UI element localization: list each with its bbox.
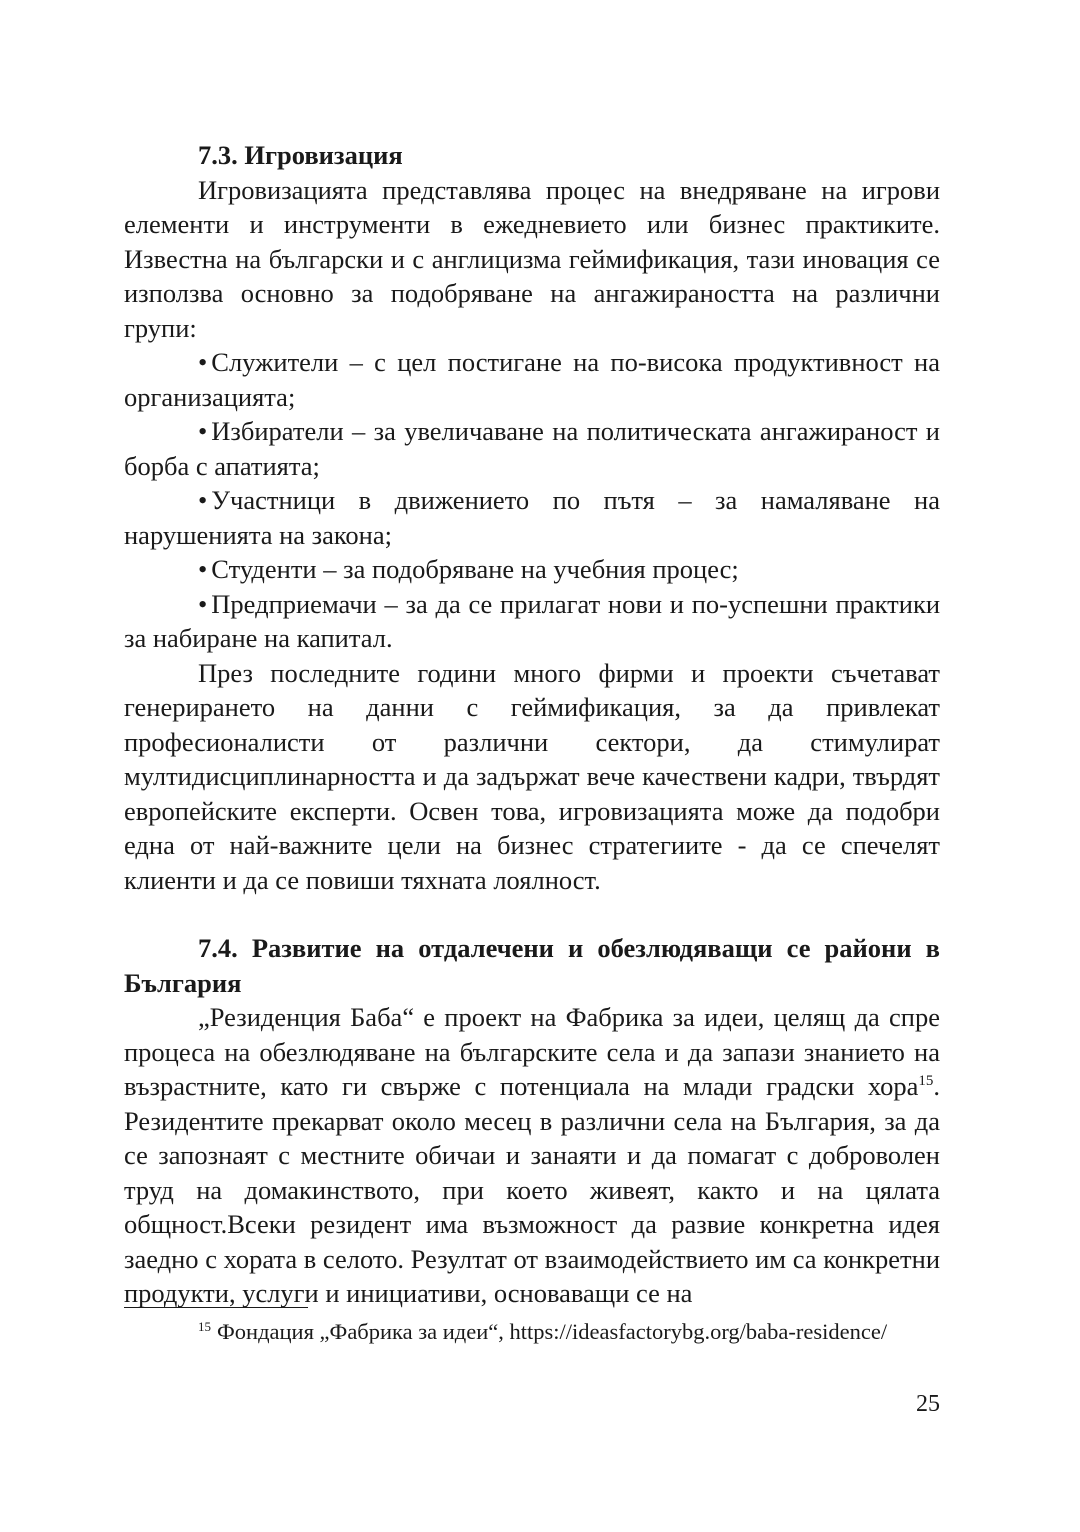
bullet-item [124,414,940,483]
section-heading-7-3: 7.3. Игровизация [198,140,403,170]
bullet-icon: • [198,588,208,619]
paragraph-text-part2: . Резидентите прекарват около месец в различни села на България, за да се запознаят с местните обичаи и занаяти и да помагат с доброволен труд на домакинството, при което живеят, както и на цялата общност.Всеки резидент има възможност да развие конкретна идея заедно с хората в селото. Резултат от взаимодействието им са конкретни продукти, услуги и инициативи, основаващи се на [124,1071,940,1308]
section-7-4-paragraph [124,1000,940,1311]
footnote-text: Фондация „Фабрика за идеи“, https://ideasfactorybg.org/baba-residence/ [217,1319,888,1344]
section-spacer [124,897,940,931]
bullet-icon: • [198,416,208,446]
bullet-text: Участници в движението по пътя – за намаляване на нарушенията на закона; [124,485,940,550]
section-7-3-intro: Игровизацията представлява процес на внедряване на игрови елементи и инструменти в ежедневието или бизнес практиките. Известна на български и с англицизма геймификация, тази иновация се използва основно за подобряване на ангажираността на различни групи: [124,174,940,343]
bullet-icon: • [198,347,208,377]
bullet-item [124,483,940,552]
bullet-text: Предприемачи – за да се прилагат нови и по-успешни практики за набиране на капитал. [124,588,940,653]
bullet-item [124,552,940,587]
bullet-text: Студенти – за подобряване на учебния процес; [211,554,739,584]
page-number: 25 [916,1391,940,1417]
footnote-divider [124,1307,308,1308]
section-heading-7-4: 7.4. Развитие на отдалечени и обезлюдяващи се райони в България [124,933,940,998]
bullet-icon: • [198,485,208,515]
bullet-item [124,587,940,656]
paragraph-text-part1: „Резиденция Баба“ е проект на Фабрика за идеи, целящ да спре процеса на обезлюдяване на българските села и да запази знанието на възрастните, като ги свърже с потенциала на млади градски хора [124,1002,940,1101]
page-body [124,138,940,1311]
footnote-reference[interactable]: 15 [918,1073,934,1090]
footnote [124,1316,940,1347]
section-7-3-closing: През последните години много фирми и проекти съчетават генерирането на данни с геймификация, за да привлекат професионалисти от различни сектори, да стимулират мултидисциплинарността и да задържат вече качествени кадри, твърдят европейските експерти. Освен това, игровизацията може да подобри една от най-важните цели на бизнес стратегиите - да се спечелят клиенти и да се повиши тяхната лоялност. [124,657,940,895]
bullet-text: Служители – с цел постигане на по-висока продуктивност на организацията; [124,347,940,412]
bullet-icon: • [198,554,208,584]
bullet-item [124,345,940,414]
footnote-number: 15 [198,1318,211,1334]
bullet-text: Избиратели – за увеличаване на политическата ангажираност и борба с апатията; [124,416,940,481]
